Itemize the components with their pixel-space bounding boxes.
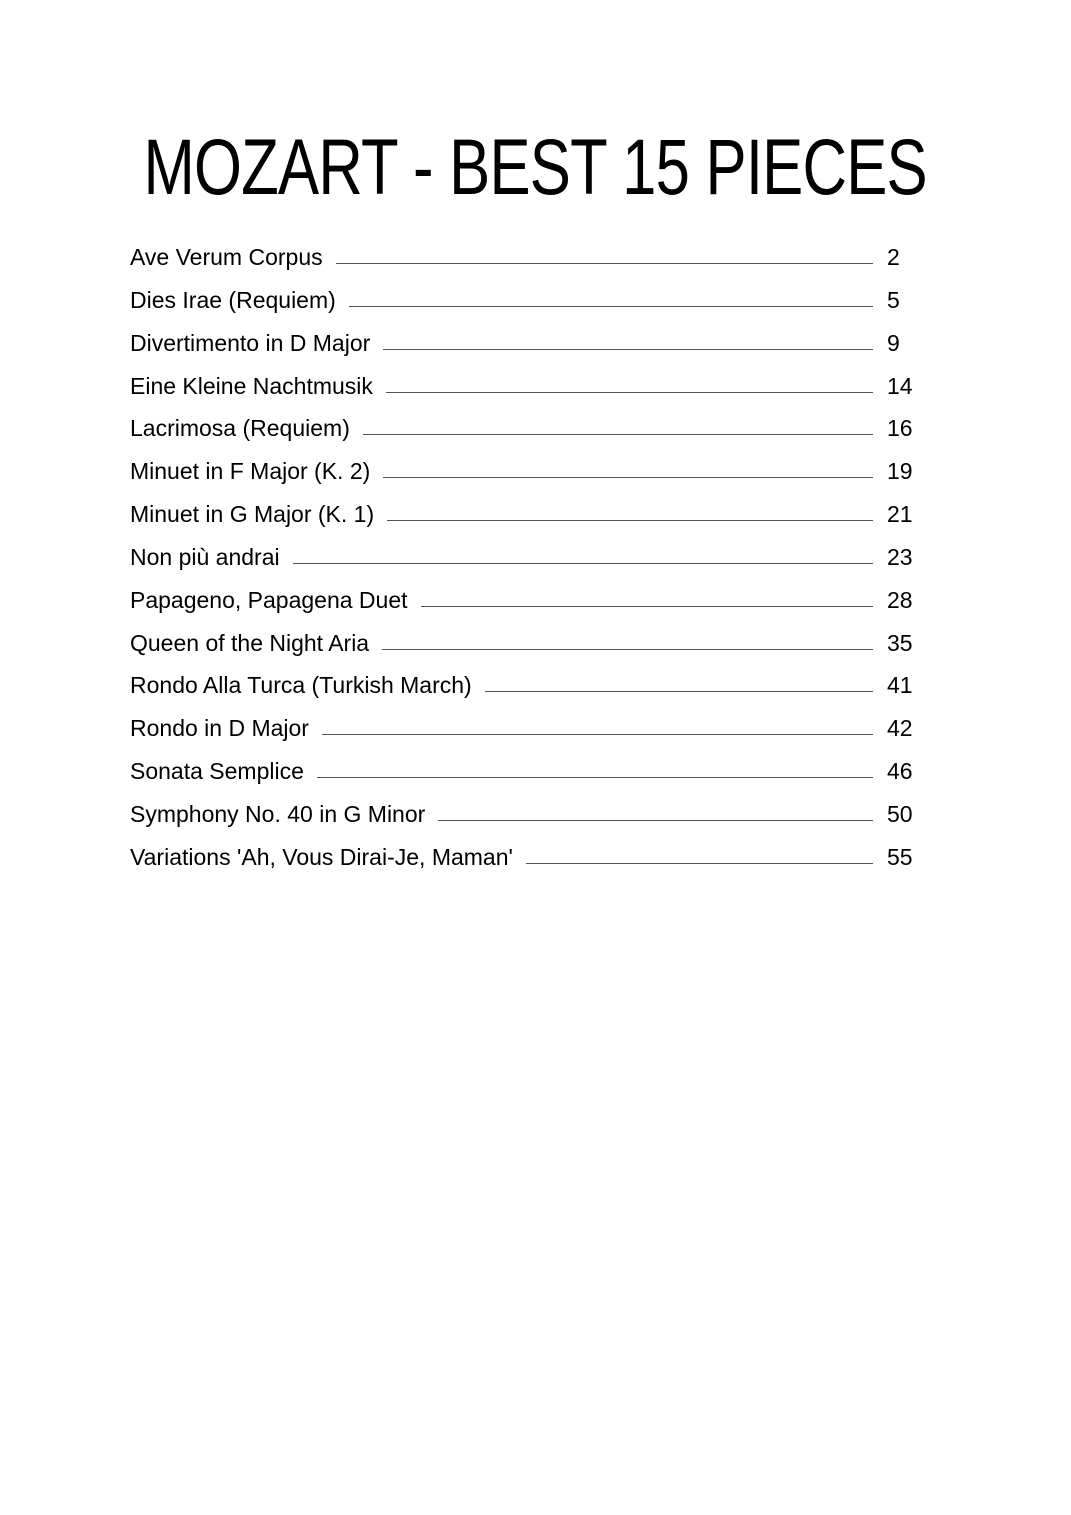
toc-leader-line: [438, 820, 873, 821]
toc-leader-line: [322, 734, 873, 735]
toc-entry-title: Rondo Alla Turca (Turkish March): [130, 672, 472, 699]
toc-entry-title: Eine Kleine Nachtmusik: [130, 372, 373, 399]
toc-entry-title: Papageno, Papagena Duet: [130, 586, 408, 613]
toc-entry-title: Minuet in F Major (K. 2): [130, 458, 371, 485]
toc-entry[interactable]: [130, 664, 930, 707]
toc-entry-title: Divertimento in D Major: [130, 329, 371, 356]
toc-entry-title: Rondo in D Major: [130, 715, 309, 742]
toc-leader-line: [293, 563, 873, 564]
table-of-contents: [130, 236, 930, 879]
toc-leader-line: [387, 520, 873, 521]
toc-entry-title: Ave Verum Corpus: [130, 244, 323, 270]
toc-leader-line: [421, 606, 873, 607]
toc-entry-title: Variations 'Ah, Vous Dirai-Je, Maman': [130, 843, 513, 870]
toc-entry-title: Symphony No. 40 in G Minor: [130, 800, 426, 827]
toc-entry[interactable]: [130, 536, 930, 579]
title-container: [0, 122, 1071, 212]
toc-entry-page: 21: [887, 501, 913, 528]
toc-entry[interactable]: [130, 493, 930, 536]
toc-entry-page: 55: [887, 843, 913, 870]
toc-entry-title: Queen of the Night Aria: [130, 629, 370, 656]
toc-leader-line: [383, 477, 873, 478]
toc-entry-page: 19: [887, 458, 913, 485]
toc-leader-line: [526, 863, 873, 864]
toc-entry-page: 9: [887, 329, 900, 356]
toc-entry[interactable]: [130, 836, 930, 879]
toc-entry-title: Dies Irae (Requiem): [130, 286, 336, 313]
toc-entry[interactable]: [130, 622, 930, 665]
toc-leader-line: [382, 649, 873, 650]
toc-leader-line: [363, 434, 873, 435]
toc-entry[interactable]: [130, 750, 930, 793]
toc-leader-line: [336, 263, 873, 264]
toc-entry[interactable]: [130, 365, 930, 408]
toc-entry-title: Sonata Semplice: [130, 758, 304, 785]
toc-entry-page: 5: [887, 286, 900, 313]
toc-entry-page: 16: [887, 415, 913, 442]
toc-entry-page: 50: [887, 800, 913, 827]
toc-leader-line: [349, 306, 873, 307]
toc-entry-page: 14: [887, 372, 913, 399]
toc-entry-page: 2: [887, 244, 900, 270]
toc-leader-line: [386, 392, 873, 393]
toc-entry-page: 35: [887, 629, 913, 656]
toc-entry[interactable]: [130, 450, 930, 493]
toc-entry-page: 23: [887, 543, 913, 570]
toc-entry-title: Minuet in G Major (K. 1): [130, 501, 375, 528]
toc-entry-page: 42: [887, 715, 913, 742]
page-title: MOZART - BEST 15 PIECES: [143, 122, 928, 211]
toc-leader-line: [317, 777, 873, 778]
toc-entry[interactable]: [130, 279, 930, 322]
toc-entry[interactable]: [130, 407, 930, 450]
toc-leader-line: [383, 349, 873, 350]
toc-leader-line: [485, 691, 873, 692]
toc-entry-title: Non più andrai: [130, 543, 280, 570]
toc-entry-page: 28: [887, 586, 913, 613]
toc-entry[interactable]: [130, 322, 930, 365]
toc-entry-page: 41: [887, 672, 913, 699]
toc-entry[interactable]: [130, 707, 930, 750]
toc-entry-title: Lacrimosa (Requiem): [130, 415, 350, 442]
toc-entry[interactable]: [130, 793, 930, 836]
toc-entry-page: 46: [887, 758, 913, 785]
toc-entry[interactable]: [130, 236, 930, 279]
toc-entry[interactable]: [130, 579, 930, 622]
